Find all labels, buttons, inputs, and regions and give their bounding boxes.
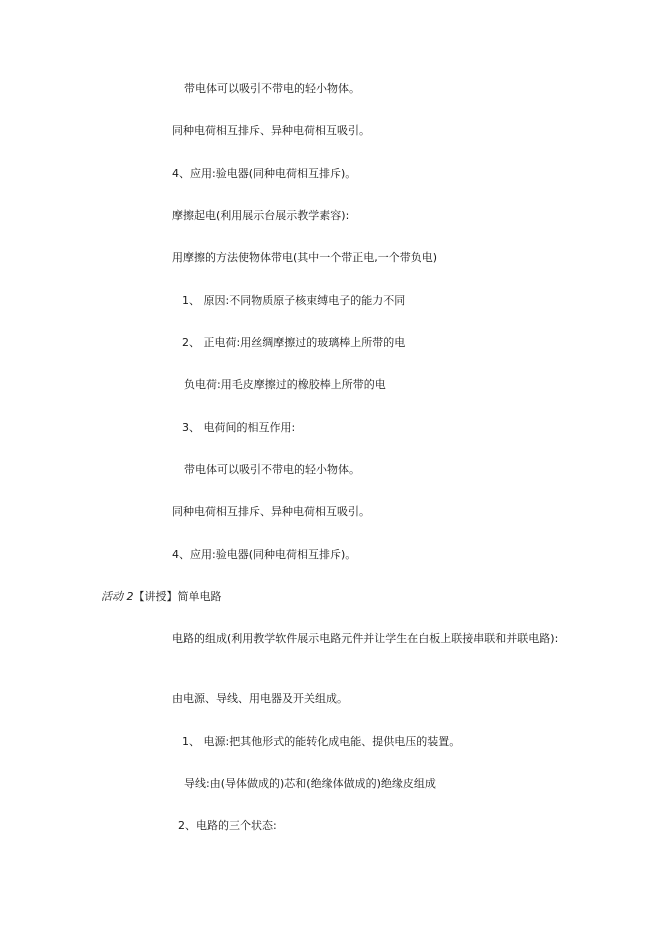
text-line: 1、 原因:不同物质原子核束缚电子的能力不同: [182, 294, 406, 307]
text-line: 带电体可以吸引不带电的轻小物体。: [184, 82, 360, 95]
activity-heading: [101, 589, 222, 604]
text-line: 2、电路的三个状态:: [178, 819, 277, 832]
text-line: 同种电荷相互排斥、异种电荷相互吸引。: [172, 124, 370, 137]
activity-number: 活动 2: [101, 590, 134, 603]
text-line: 导线:由(导体做成的)芯和(绝缘体做成的)绝缘皮组成: [184, 777, 436, 790]
text-line: 负电荷:用毛皮摩擦过的橡胶棒上所带的电: [184, 378, 386, 391]
text-line: 4、应用:验电器(同种电荷相互排斥)。: [172, 167, 357, 180]
text-line: 由电源、导线、用电器及开关组成。: [172, 692, 348, 705]
text-line: 1、 电源:把其他形式的能转化成电能、提供电压的装置。: [182, 735, 461, 748]
text-line: 摩擦起电(利用展示台展示教学素容):: [172, 209, 350, 222]
text-line: 同种电荷相互排斥、异种电荷相互吸引。: [172, 505, 370, 518]
text-line: 2、 正电荷:用丝绸摩擦过的玻璃棒上所带的电: [182, 336, 406, 349]
text-line: 带电体可以吸引不带电的轻小物体。: [184, 463, 360, 476]
text-line: 3、 电荷间的相互作用:: [182, 421, 296, 434]
text-line: 用摩擦的方法使物体带电(其中一个带正电,一个带负电): [172, 251, 438, 264]
text-line: 4、应用:验电器(同种电荷相互排斥)。: [172, 548, 357, 561]
composition-paragraph: 电路的组成(利用教学软件展示电路元件并让学生在白板上联接串联和并联电路):: [172, 632, 559, 645]
activity-title: 【讲授】简单电路: [133, 590, 222, 603]
